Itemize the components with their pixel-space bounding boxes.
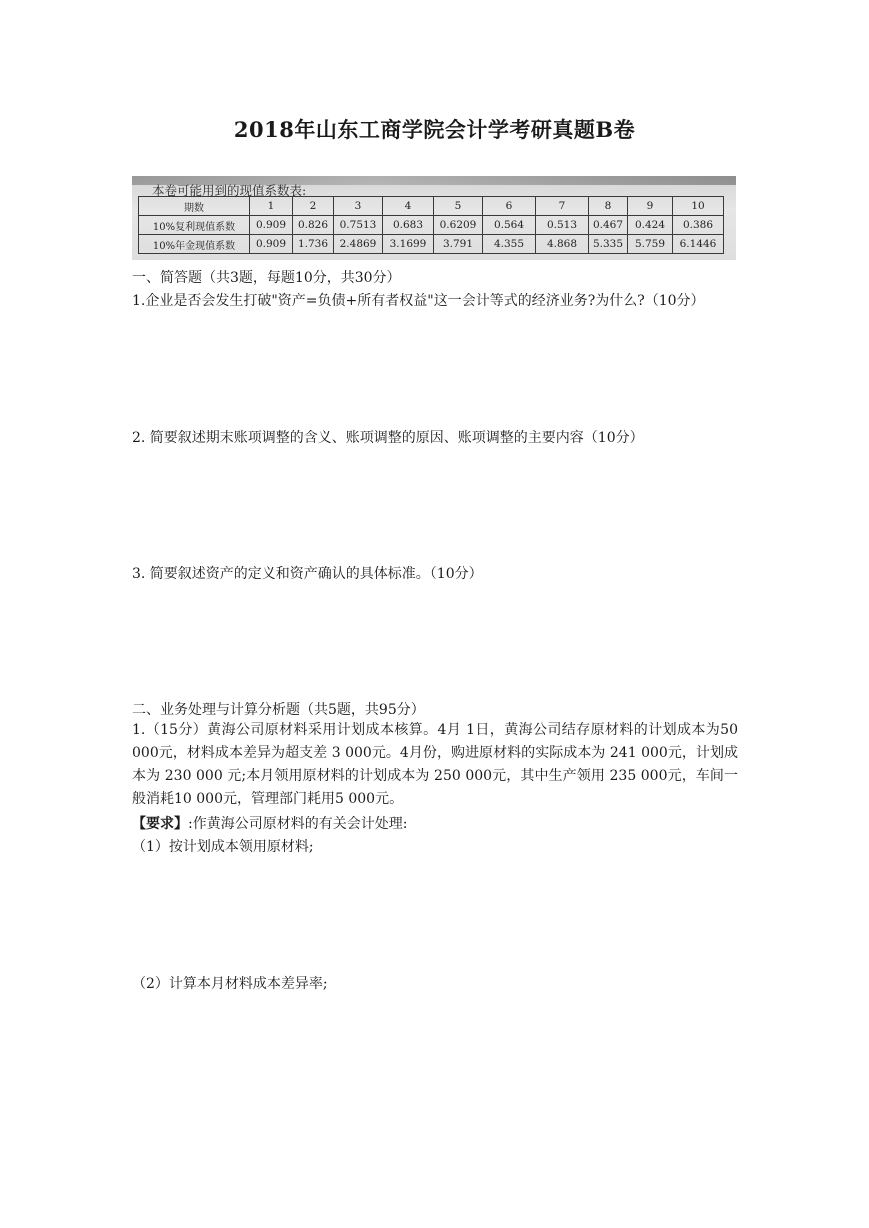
period-cell: 3	[334, 197, 383, 216]
value-cell: 3.791	[434, 235, 483, 254]
value-cell: 0.6209	[434, 216, 483, 235]
sub-question-2: （2）计算本月材料成本差异率;	[132, 976, 328, 992]
period-cell: 4	[383, 197, 434, 216]
value-cell: 0.683	[383, 216, 434, 235]
value-cell: 5.335	[589, 235, 628, 254]
value-cell: 4.355	[483, 235, 536, 254]
table-row	[139, 216, 724, 235]
value-cell: 3.1699	[383, 235, 434, 254]
page-title: 2018年山东工商学院会计学考研真题B卷	[233, 117, 636, 142]
period-cell: 10	[673, 197, 724, 216]
value-cell: 0.386	[673, 216, 724, 235]
section1-heading: 一、简答题（共3题，每题10分，共30分）	[132, 270, 401, 286]
value-cell: 0.909	[250, 235, 293, 254]
period-cell: 7	[536, 197, 589, 216]
value-cell: 0.467	[589, 216, 628, 235]
question-3: 3. 简要叙述资产的定义和资产确认的具体标准。（10分）	[132, 566, 483, 582]
value-cell: 6.1446	[673, 235, 724, 254]
period-cell: 1	[250, 197, 293, 216]
problem-1-text: 1.（15分）黄海公司原材料采用计划成本核算。4月 1日，黄海公司结存原材料的计划成本为50 000元，材料成本差异为超支差 3 000元。4月份，购进原材料的实际成本为 241 000元，计划成本为 230 000 元;本月领用原材料的计划成本为 250 000元，其中生产领用 235 000元，车间一般消耗10 000元，管理部门耗用5 000元。	[132, 722, 738, 807]
value-cell: 0.909	[250, 216, 293, 235]
value-cell: 0.564	[483, 216, 536, 235]
section2-heading: 二、业务处理与计算分析题（共5题，共95分）	[132, 702, 425, 718]
value-cell: 0.513	[536, 216, 589, 235]
period-cell: 5	[434, 197, 483, 216]
period-cell: 8	[589, 197, 628, 216]
period-cell: 9	[628, 197, 673, 216]
value-cell: 2.4869	[334, 235, 383, 254]
present-value-table	[138, 196, 724, 254]
period-cell: 2	[293, 197, 334, 216]
row-label: 10%复利现值系数	[139, 216, 250, 235]
present-value-table-image	[132, 176, 736, 260]
requirement-text: :作黄海公司原材料的有关会计处理:	[188, 816, 408, 832]
value-cell: 0.424	[628, 216, 673, 235]
period-cell: 6	[483, 197, 536, 216]
row-label: 10%年金现值系数	[139, 235, 250, 254]
table-header-row	[139, 197, 724, 216]
question-2: 2. 简要叙述期末账项调整的含义、账项调整的原因、账项调整的主要内容（10分）	[132, 430, 644, 446]
requirement-line	[132, 813, 407, 833]
sub-question-1: （1）按计划成本领用原材料;	[132, 839, 314, 855]
value-cell: 1.736	[293, 235, 334, 254]
table-caption: 本卷可能用到的现值系数表:	[152, 183, 307, 198]
value-cell: 0.826	[293, 216, 334, 235]
value-cell: 4.868	[536, 235, 589, 254]
periods-label: 期数	[139, 197, 250, 216]
question-1: 1.企业是否会发生打破"资产=负债+所有者权益"这一会计等式的经济业务?为什么?（10分）	[132, 293, 705, 309]
requirement-label: 【要求】	[132, 816, 188, 832]
value-cell: 5.759	[628, 235, 673, 254]
table-row	[139, 235, 724, 254]
value-cell: 0.7513	[334, 216, 383, 235]
